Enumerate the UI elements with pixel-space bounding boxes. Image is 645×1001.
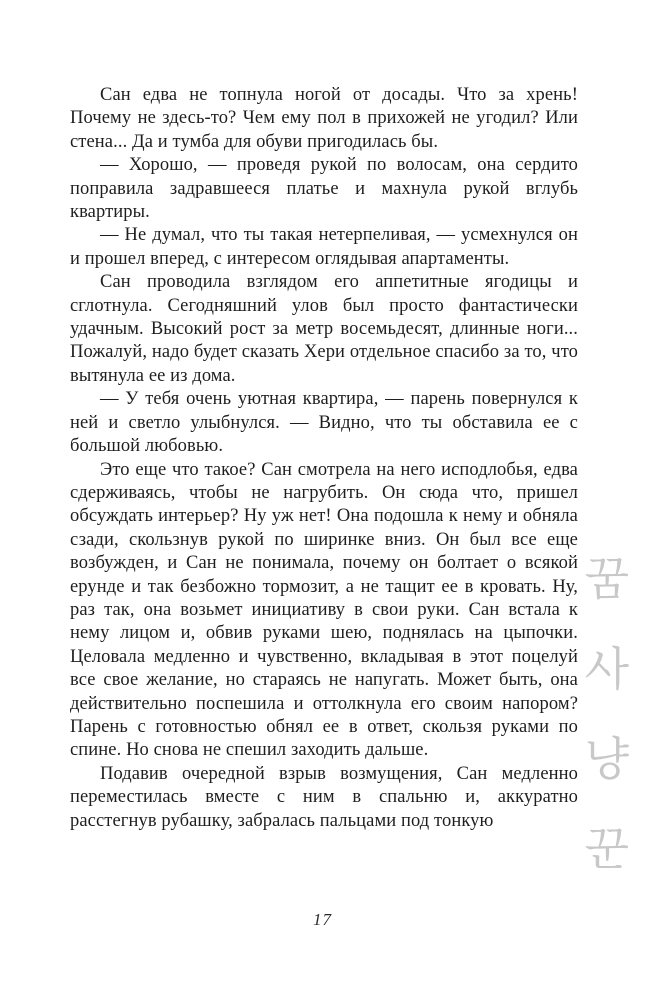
paragraph: Это еще что такое? Сан смотрела на него исподлобья, едва сдерживаясь, чтобы не нагрубить. Он сюда что, пришел обсуждать интерьер? Ну уж нет! Она подошла к нему и обняла сзади, скользнув рукой по ширинке вниз. Он был все еще возбужден, и Сан не понимала, почему он болтает о всякой ерунде и так безбожно тормозит, а не тащит ее в кровать. Ну, раз так, она возьмет инициативу в свои руки. Сан встала к нему лицом и, обвив руками шею, поднялась на цыпочки. Целовала медленно и чувственно, вкладывая в этот поцелуй все свое желание, но стараясь не напугать. Может быть, она действительно поспешила и оттолкнула его своим напором? Парень с готовностью обнял ее в ответ, скользя руками по спине. Но снова не спешил заходить дальше. bbox=[70, 459, 578, 761]
page-number: 17 bbox=[313, 910, 332, 929]
korean-char: 꾼 bbox=[584, 822, 629, 876]
paragraph-dialogue: — Хорошо, — проведя рукой по волосам, она сердито поправила задравшееся платье и махнула рукой вглубь квартиры. bbox=[70, 155, 578, 223]
paragraph: Подавив очередной взрыв возмущения, Сан медленно переместилась вместе с ним в спальню и, аккуратно расстегнув рубашку, забралась пальцами под тонкую bbox=[70, 763, 578, 831]
page-text-block bbox=[70, 84, 578, 833]
korean-char: 꿈 bbox=[584, 552, 629, 606]
paragraph-dialogue: — Не думал, что ты такая нетерпеливая, — усмехнулся он и прошел вперед, с интересом оглядывая апартаменты. bbox=[70, 225, 578, 269]
korean-char: 냥 bbox=[584, 732, 629, 786]
korean-char: 사 bbox=[584, 642, 629, 696]
paragraph: Сан проводила взглядом его аппетитные ягодицы и сглотнула. Сегодняшний улов был просто фантастически удачным. Высокий рост за метр восемьдесят, длинные ноги... Пожалуй, надо будет сказать Хери отдельное спасибо за то, что вытянула ее из дома. bbox=[70, 272, 578, 386]
paragraph: Сан едва не топнула ногой от досады. Что за хрень! Почему не здесь-то? Чем ему пол в прихожей не угодил? Или стена... Да и тумба для обуви пригодилась бы. bbox=[70, 85, 578, 152]
paragraph-dialogue: — У тебя очень уютная квартира, — парень повернулся к ней и светло улыбнулся. — Видно, что ты обставила ее с большой любовью. bbox=[70, 389, 578, 457]
korean-side-title bbox=[584, 552, 629, 876]
